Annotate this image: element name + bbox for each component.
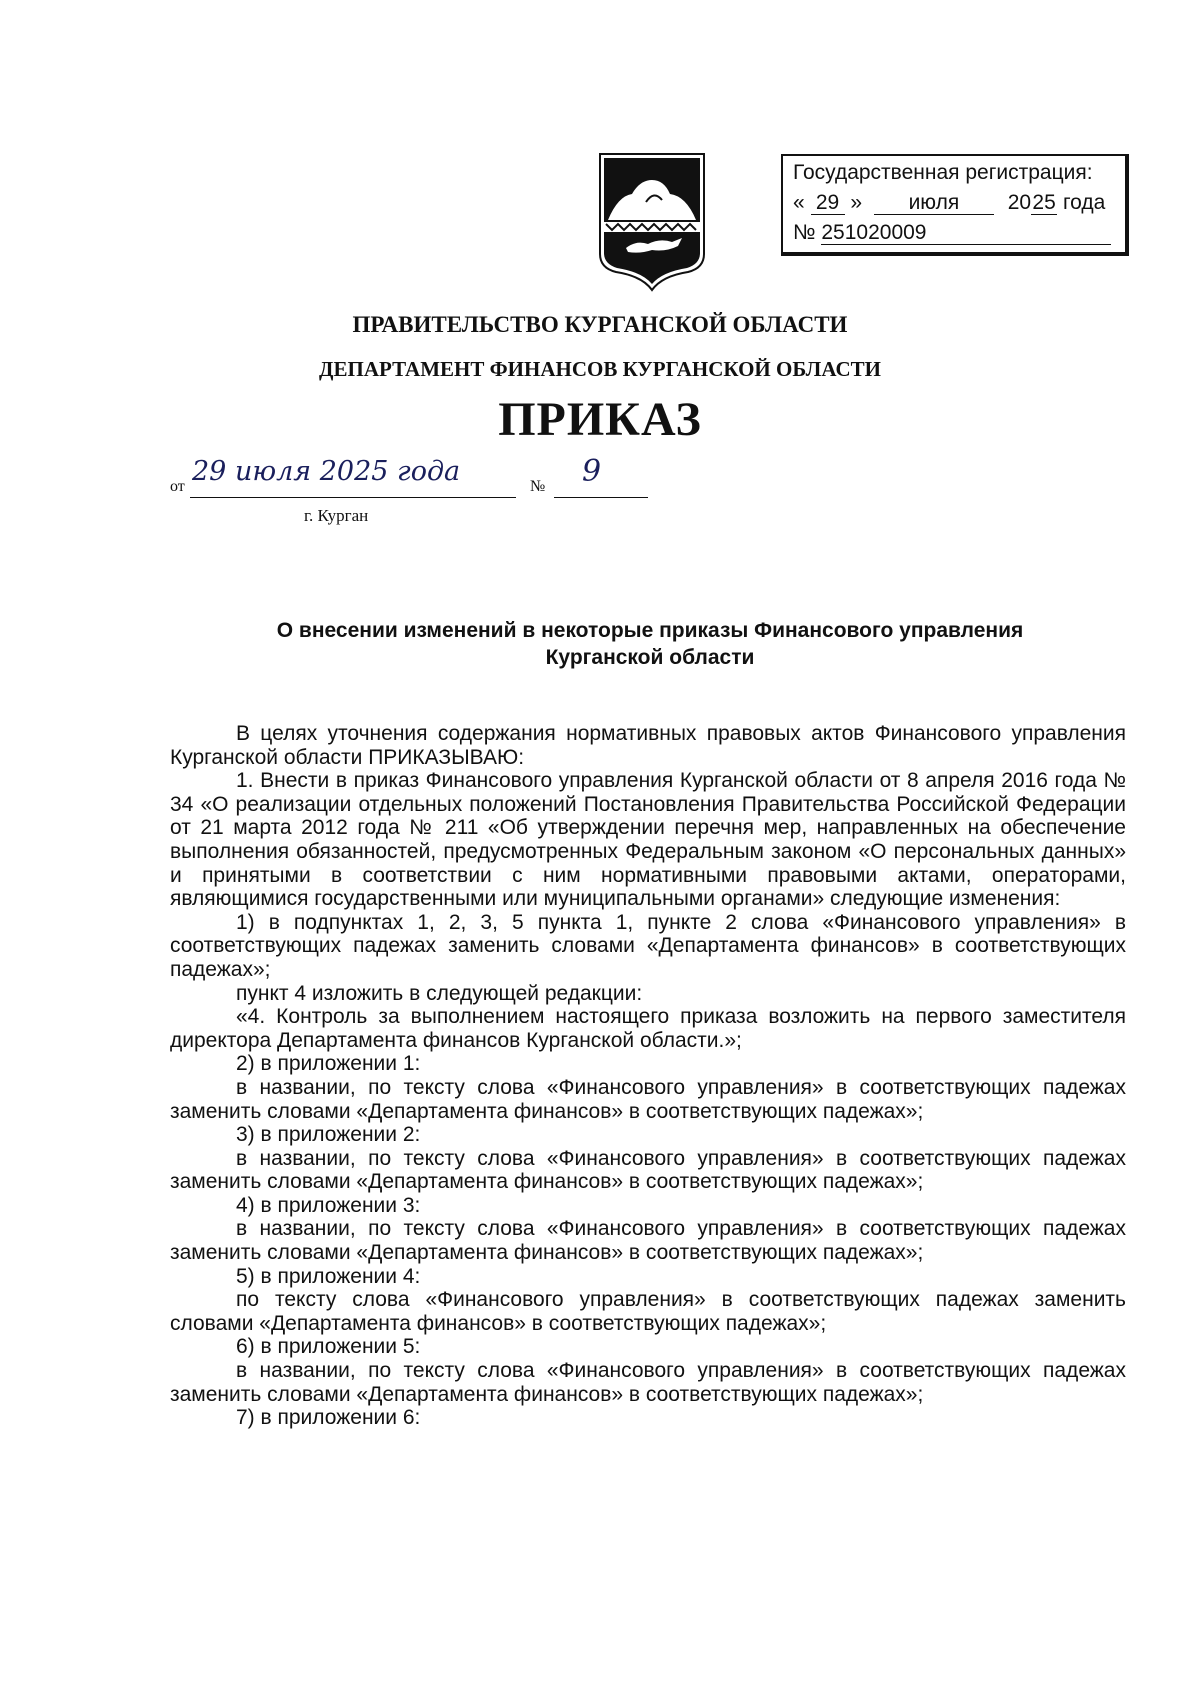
- order-title-line-1: О внесении изменений в некоторые приказы Финансового управления: [276, 619, 1024, 642]
- order-date-handwritten: 29 июля 2025 года: [192, 456, 461, 487]
- org-line-1: ПРАВИТЕЛЬСТВО КУРГАНСКОЙ ОБЛАСТИ: [352, 312, 848, 337]
- registration-date-row: [793, 188, 1125, 218]
- order-number-label: №: [530, 478, 546, 495]
- registration-title: Государственная регистрация:: [793, 161, 1093, 184]
- registration-year-word: года: [1062, 191, 1106, 214]
- registration-day: 29: [811, 192, 845, 215]
- order-title-line-2: Курганской области: [545, 646, 755, 669]
- registration-number-label: №: [793, 221, 816, 244]
- body-paragraph: пункт 4 изложить в следующей редакции:: [236, 981, 643, 1005]
- body-paragraph: по тексту слова «Финансового управления» в соответствующих падежах заменить словами «Департамента финансов» в соответствующих падежах»;: [170, 1288, 1126, 1335]
- registration-year-suffix: 25: [1032, 191, 1056, 214]
- number-underline: [554, 497, 648, 498]
- body-paragraph: 1. Внести в приказ Финансового управления Курганской области от 8 апреля 2016 года № 34 «О реализации отдельных положений Постановления Правительства Российской Федерации от 21 марта 2012 года № 211 «Об утверждении перечня мер, направленных на обеспечение выполнения обязанностей, предусмотренных Федеральным законом «О персональных данных» и принятыми в соответствии с ним нормативными правовыми актами, операторами, являющимися государственными или муниципальными органами» следующие изменения:: [170, 769, 1126, 911]
- body-paragraph: 7) в приложении 6:: [236, 1406, 421, 1430]
- order-title: [230, 617, 1070, 671]
- body-paragraph: «4. Контроль за выполнением настоящего приказа возложить на первого заместителя директора Департамента финансов Курганской области.»;: [170, 1005, 1126, 1052]
- registration-number-row: [793, 218, 1125, 248]
- body-paragraph: 2) в приложении 1:: [236, 1052, 421, 1076]
- registration-stamp: [781, 154, 1129, 256]
- date-underline: [190, 497, 516, 498]
- kurgan-coat-of-arms-icon: [596, 150, 708, 292]
- body-paragraph: 6) в приложении 5:: [236, 1335, 421, 1359]
- order-body: [170, 722, 1126, 1430]
- city: г. Курган: [304, 506, 369, 525]
- registration-number: 251020009: [821, 222, 1111, 245]
- order-number-handwritten: 9: [582, 454, 602, 489]
- body-paragraph: В целях уточнения содержания нормативных правовых актов Финансового управления Курганской области ПРИКАЗЫВАЮ:: [170, 722, 1126, 769]
- org-line-2: ДЕПАРТАМЕНТ ФИНАНСОВ КУРГАНСКОЙ ОБЛАСТИ: [319, 357, 881, 381]
- body-paragraph: в названии, по тексту слова «Финансового управления» в соответствующих падежах заменить словами «Департамента финансов» в соответствующих падежах»;: [170, 1359, 1126, 1406]
- registration-day-open-quote: «: [793, 191, 805, 214]
- body-paragraph: 3) в приложении 2:: [236, 1123, 421, 1147]
- registration-year-prefix: 20: [1007, 191, 1032, 214]
- body-paragraph: в названии, по тексту слова «Финансового управления» в соответствующих падежах заменить словами «Департамента финансов» в соответствующих падежах»;: [170, 1146, 1126, 1194]
- from-label: от: [170, 478, 185, 495]
- body-paragraph: в названии, по тексту слова «Финансового управления» в соответствующих падежах заменить словами «Департамента финансов» в соответствующих падежах»;: [170, 1075, 1126, 1123]
- registration-month: июля: [874, 192, 994, 215]
- body-paragraph: 5) в приложении 4:: [236, 1264, 421, 1288]
- doc-type-title: ПРИКАЗ: [498, 393, 702, 446]
- body-paragraph: 1) в подпунктах 1, 2, 3, 5 пункта 1, пункте 2 слова «Финансового управления» в соответствующих падежах заменить словами «Департамента финансов» в соответствующих падежах»;: [170, 910, 1126, 981]
- order-meta: [170, 454, 690, 530]
- body-paragraph: в названии, по тексту слова «Финансового управления» в соответствующих падежах заменить словами «Департамента финансов» в соответствующих падежах»;: [170, 1217, 1126, 1265]
- registration-day-close-quote: »: [850, 191, 863, 214]
- body-paragraph: 4) в приложении 3:: [236, 1193, 421, 1217]
